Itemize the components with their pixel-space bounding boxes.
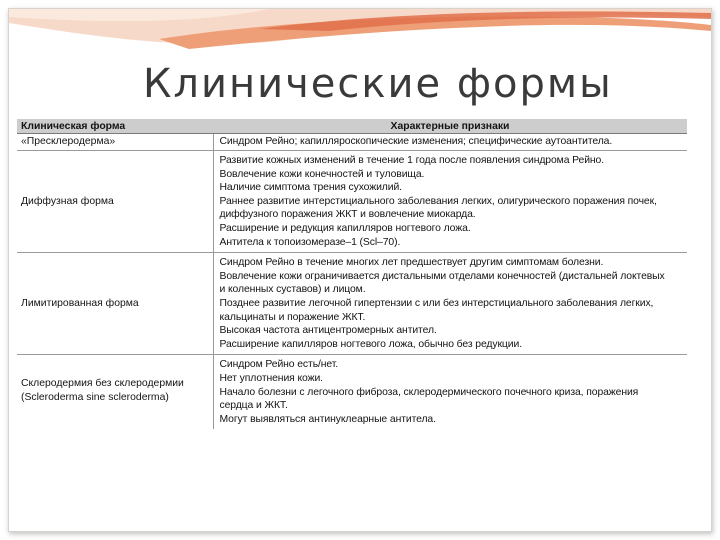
- clinical-forms-table: [17, 119, 687, 429]
- form-name: Склеродермия без склеродермии (Scleroderma sine scleroderma): [17, 355, 213, 429]
- clinical-forms-table-wrapper: [17, 119, 687, 429]
- sign-line: Нет уплотнения кожи.: [219, 372, 323, 384]
- form-name: Диффузная форма: [17, 151, 213, 253]
- signs-cell: [213, 134, 687, 151]
- header-characteristic-signs: Характерные признаки: [213, 119, 687, 134]
- sign-line: Синдром Рейно есть/нет.: [219, 359, 339, 371]
- table-row-diffuse-form: [17, 151, 687, 253]
- header-clinical-form: Клиническая форма: [17, 119, 213, 134]
- sign-line: Высокая частота антицентромерных антител.: [219, 325, 437, 337]
- sign-line: Антитела к топоизомеразе–1 (Scl–70).: [219, 236, 401, 248]
- table-header-row: [17, 119, 687, 134]
- sign-line: Начало болезни с легочного фиброза, склеродермического почечного криза, поражения: [219, 386, 639, 398]
- sign-line: Позднее развитие легочной гипертензии с или без интерстициального заболевания легких,: [219, 297, 654, 309]
- signs-cell: [213, 253, 687, 355]
- table-row-presclerodermia: [17, 134, 687, 151]
- sign-line: сердца и ЖКТ.: [219, 400, 288, 412]
- signs-cell: [213, 355, 687, 429]
- decorative-swoosh: [9, 9, 711, 69]
- sign-line: диффузного поражения ЖКТ и вовлечение миокарда.: [219, 209, 476, 221]
- sign-line: Наличие симптома трения сухожилий.: [219, 182, 402, 194]
- sign-line: Расширение капилляров ногтевого ложа, обычно без редукции.: [219, 338, 522, 350]
- sign-line: Расширение и редукция капилляров ногтевого ложа.: [219, 222, 471, 234]
- sign-line: и коленных суставов) и лицом.: [219, 284, 366, 296]
- form-name: «Пресклеродерма»: [17, 134, 213, 151]
- slide-title: Клинические формы: [143, 61, 613, 107]
- table-row-limited-form: [17, 253, 687, 355]
- sign-line: Могут выявляться антинуклеарные антитела.: [219, 413, 436, 425]
- table-row-sine-scleroderma: [17, 355, 687, 429]
- sign-line: Синдром Рейно; капилляроскопические изменения; специфические аутоантитела.: [219, 136, 613, 148]
- sign-line: Вовлечение кожи конечностей и туловища.: [219, 168, 425, 180]
- signs-cell: [213, 151, 687, 253]
- sign-line: Синдром Рейно в течение многих лет предшествует другим симптомам болезни.: [219, 257, 604, 269]
- sign-line: Вовлечение кожи ограничивается дистальными отделами конечностей (дистальней локтевых: [219, 270, 665, 282]
- sign-line: кальцинаты и поражение ЖКТ.: [219, 311, 366, 323]
- sign-line: Раннее развитие интерстициального заболевания легких, олигурического поражения почек,: [219, 195, 657, 207]
- form-name: Лимитированная форма: [17, 253, 213, 355]
- sign-line: Развитие кожных изменений в течение 1 года после появления синдрома Рейно.: [219, 155, 605, 166]
